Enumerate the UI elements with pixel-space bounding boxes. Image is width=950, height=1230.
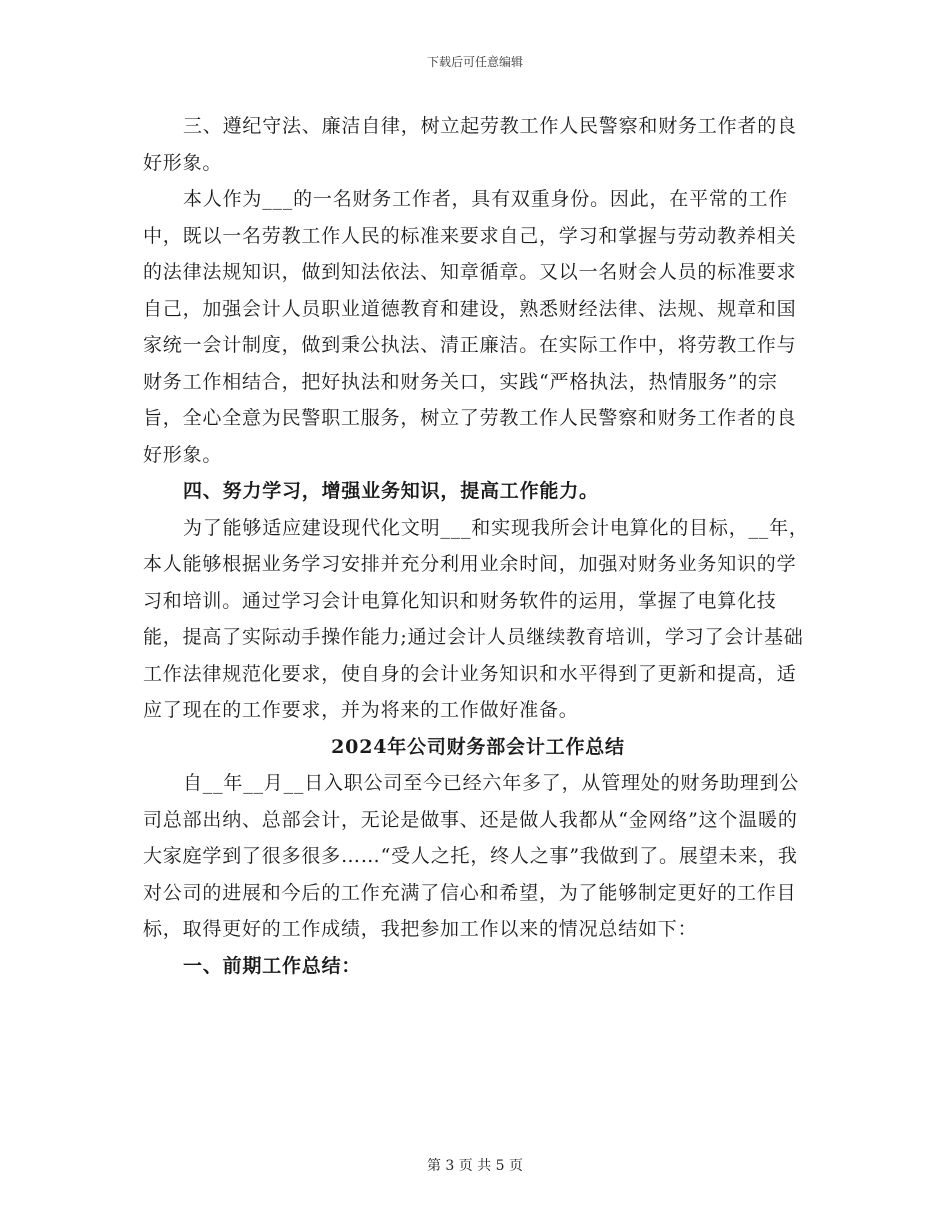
document-title: 2024年公司财务部会计工作总结 xyxy=(331,735,625,758)
document-body xyxy=(143,108,813,984)
page-footer: 第 3 页 共 5 页 xyxy=(426,1158,524,1174)
intro-paragraph: 自__年__月__日入职公司至今已经六年多了，从管理处的财务助理到公司总部出纳、总部会计，无论是做事、还是做人我都从“金网络”这个温暖的大家庭学到了很多很多……“受人之托，终人之事”我做到了。展望未来，我对公司的进展和今后的工作充满了信心和希望，为了能够制定更好的工作目标，取得更好的工作成绩，我把参加工作以来的情况总结如下： xyxy=(143,772,800,940)
study-paragraph: 为了能够适应建设现代化文明___和实现我所会计电算化的目标，__年，本人能够根据业务学习安排并充分利用业余时间，加强对财务业务知识的学习和培训。通过学习会计电算化知识和财务软件的运用，掌握了电算化技能，提高了实际动手操作能力;通过会计人员继续教育培训，学习了会计基础工作法律规范化要求，使自身的会计业务知识和水平得到了更新和提高，适应了现在的工作要求，并为将来的工作做好准备。 xyxy=(143,516,809,721)
section-one-heading: 一、前期工作总结： xyxy=(183,954,362,977)
section-three-paragraph: 三、遵纪守法、廉洁自律，树立起劳教工作人民警察和财务工作者的良好形象。 xyxy=(143,115,797,174)
section-four-heading: 四、努力学习，增强业务知识，提高工作能力。 xyxy=(183,480,599,502)
dual-identity-paragraph: 本人作为___的一名财务工作者，具有双重身份。因此，在平常的工作中，既以一名劳教工作人民的标准来要求自己，学习和掌握与劳动教养相关的法律法规知识，做到知法依法、知章循章。又以一名财会人员的标准要求自己，加强会计人员职业道德教育和建设，熟悉财经法律、法规、规章和国家统一会计制度，做到秉公执法、清正廉洁。在实际工作中，将劳教工作与财务工作相结合，把好执法和财务关口，实践“严格执法，热情服务”的宗旨，全心全意为民警职工服务，树立了劳教工作人民警察和财务工作者的良好形象。 xyxy=(143,188,797,466)
page-header: 下载后可任意编辑 xyxy=(426,55,523,69)
